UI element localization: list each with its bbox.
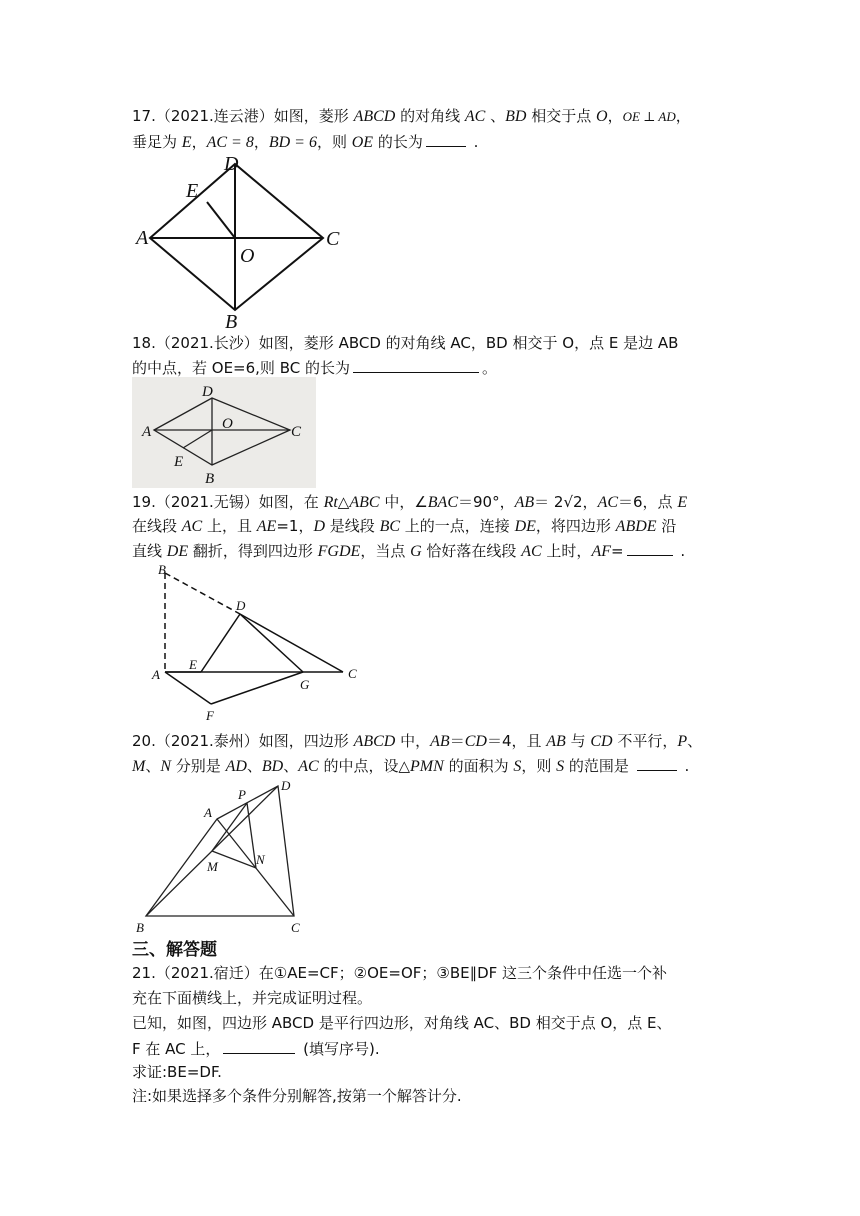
q18-label-e: E [174,454,184,470]
answer-blank [637,755,677,771]
section-title: 三、解答题 [132,940,217,960]
q17-label-o: O [240,245,255,267]
q19-label-f: F [206,708,214,723]
q18-label-d: D [202,384,213,400]
q17-label-b: B [225,311,238,333]
q17-label-c: C [326,228,340,250]
q20-label-b: B [136,920,144,935]
q20-label-m: M [207,859,218,874]
q19-label-b: B [158,562,166,577]
q19-label-e: E [189,657,197,672]
answer-blank [426,131,466,147]
q18-rhombus-figure [132,377,316,488]
q21-line-1: 21.（2021.宿迁）在①AE=CF；②OE=OF；③BE∥DF 这三个条件中任选一个补 [132,964,668,982]
q20-line-1: 20.（2021.泰州）如图，四边形 ABCD 中，AB＝CD＝4，且 AB 与 CD 不平行，P、 [132,732,703,750]
q21-line-4: F 在 AC 上， (填写序号). [132,1040,380,1058]
q17-label-a: A [136,227,149,249]
q20-label-d: D [281,778,291,793]
answer-blank [223,1038,295,1054]
q21-line-2: 充在下面横线上，并完成证明过程。 [132,989,373,1007]
q20-label-n: N [256,852,265,867]
answer-blank [353,357,479,373]
q20-line-2: M、N 分别是 AD、BD、AC 的中点，设△PMN 的面积为 S，则 S 的范围是 . [132,757,690,775]
q19-line-3: 直线 DE 翻折，得到四边形 FGDE，当点 G 恰好落在线段 AC 上时，AF= . [132,542,686,560]
q18-label-o: O [222,416,233,432]
q20-label-p: P [238,787,246,802]
q19-line-2: 在线段 AC 上，且 AE=1，D 是线段 BC 上的一点，连接 DE，将四边形 ABDE 沿 [132,517,677,535]
q19-label-c: C [348,666,357,681]
q17-label-d: D [224,153,239,175]
q17-line-2: 垂足为 E，AC = 8，BD = 6，则 OE 的长为 . [132,133,479,151]
q21-line-5: 求证:BE=DF. [132,1063,222,1081]
q18-label-c: C [291,424,302,440]
q19-label-d: D [236,598,246,613]
q21-line-3: 已知，如图，四边形 ABCD 是平行四边形，对角线 AC、BD 相交于点 O，点 E、 [132,1014,672,1032]
q18-label-a: A [142,424,152,440]
q20-quadrilateral-figure [130,776,320,940]
q20-label-c: C [291,920,300,935]
q20-label-a: A [204,805,212,820]
q19-label-g: G [300,677,310,692]
q19-label-a: A [152,667,160,682]
q17-rhombus-figure [128,150,348,332]
q21-line-6: 注:如果选择多个条件分别解答,按第一个解答计分. [132,1087,462,1105]
q17-label-e: E [186,180,199,202]
q18-line-1: 18.（2021.长沙）如图，菱形 ABCD 的对角线 AC，BD 相交于 O，点 E 是边 AB [132,334,679,352]
q19-fold-figure [148,562,368,724]
q18-label-b: B [205,471,215,487]
q18-line-2: 的中点，若 OE=6,则 BC 的长为 。 [132,359,497,377]
q19-line-1: 19.（2021.无锡）如图，在 Rt△ABC 中，∠BAC＝90°，AB＝ 2√2，AC＝6，点 E [132,493,688,511]
answer-blank [627,540,673,556]
q17-line-1: 17.（2021.连云港）如图，菱形 ABCD 的对角线 AC 、BD 相交于点 O，OE ⊥ AD， [132,107,691,125]
